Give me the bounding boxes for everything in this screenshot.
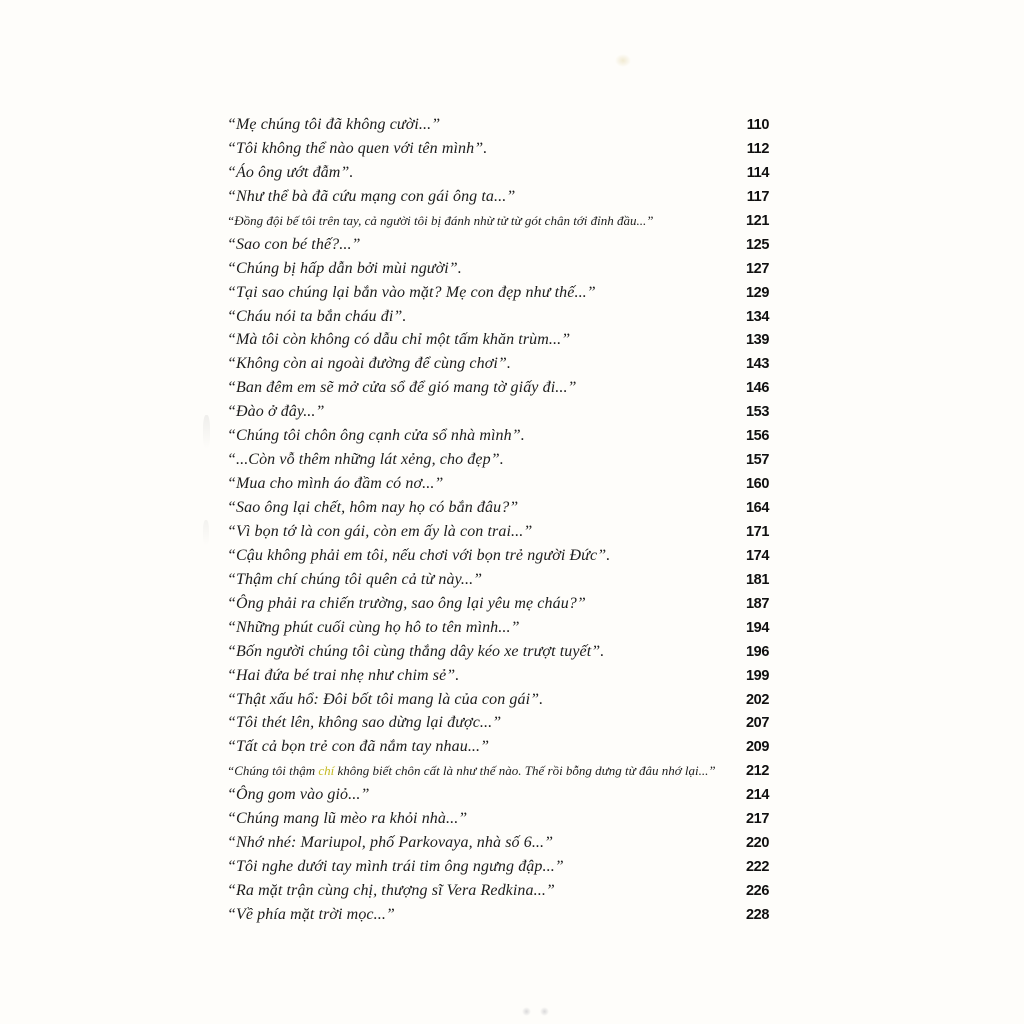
toc-entry-page-number: 143 bbox=[746, 356, 769, 373]
toc-entry-page-number: 146 bbox=[746, 380, 769, 397]
toc-row bbox=[227, 855, 769, 879]
toc-row bbox=[227, 688, 769, 712]
toc-row bbox=[227, 352, 769, 376]
toc-entry-page-number: 121 bbox=[746, 212, 769, 229]
toc-row bbox=[227, 759, 769, 783]
toc-entry-page-number: 174 bbox=[746, 547, 769, 564]
toc-row bbox=[227, 137, 769, 161]
toc-entry-title: “Chúng mang lũ mèo ra khỏi nhà...” bbox=[227, 810, 468, 828]
toc-entry-page-number: 194 bbox=[746, 619, 769, 636]
toc-row bbox=[227, 711, 769, 735]
toc-entry-title: “Thật xấu hổ: Đôi bốt tôi mang là của con gái”. bbox=[227, 690, 544, 708]
toc-row bbox=[227, 400, 769, 424]
toc-entry-title: “Tại sao chúng lại bắn vào mặt? Mẹ con đẹp như thế...” bbox=[227, 283, 596, 301]
toc-row bbox=[227, 568, 769, 592]
toc-entry-page-number: 110 bbox=[746, 117, 769, 133]
toc-entry-title: “Tôi thét lên, không sao dừng lại được...” bbox=[227, 714, 502, 732]
toc-entry-page-number: 228 bbox=[746, 906, 769, 923]
toc-row bbox=[227, 305, 769, 329]
toc-row bbox=[227, 831, 769, 855]
toc-entry-title: “Vì bọn tớ là con gái, còn em ấy là con trai...” bbox=[227, 522, 533, 540]
toc-entry-title: “Tôi không thể nào quen với tên mình”. bbox=[227, 139, 488, 157]
toc-entry-page-number: 160 bbox=[746, 476, 769, 493]
toc-entry-page-number: 187 bbox=[746, 595, 769, 612]
scan-artifact bbox=[203, 415, 210, 449]
toc-entry-page-number: 156 bbox=[746, 428, 769, 445]
toc-entry-title: “Chúng bị hấp dẫn bởi mùi người”. bbox=[227, 259, 462, 277]
toc-entry-title: “Ông phải ra chiến trường, sao ông lại yêu mẹ cháu?” bbox=[227, 594, 586, 612]
toc-entry-title: “Hai đứa bé trai nhẹ như chim sẻ”. bbox=[227, 666, 460, 684]
toc-entry-title: “Sao ông lại chết, hôm nay họ có bắn đâu?” bbox=[227, 499, 519, 516]
toc-entry-page-number: 164 bbox=[746, 500, 769, 516]
toc-row bbox=[227, 592, 769, 616]
toc-row bbox=[227, 328, 769, 352]
toc-entry-page-number: 217 bbox=[746, 811, 769, 828]
toc-entry-title: “Tất cả bọn trẻ con đã nắm tay nhau...” bbox=[227, 738, 490, 756]
toc-row bbox=[227, 113, 769, 137]
toc-row bbox=[227, 807, 769, 831]
toc-entry-page-number: 153 bbox=[746, 404, 769, 421]
table-of-contents bbox=[227, 113, 769, 927]
toc-entry-title: “Ban đêm em sẽ mở cửa sổ để gió mang tờ giấy đi...” bbox=[227, 379, 577, 397]
toc-row bbox=[227, 520, 769, 544]
toc-entry-title: “Cháu nói ta bắn cháu đi”. bbox=[227, 307, 407, 325]
toc-entry-title: “Sao con bé thế?...” bbox=[227, 235, 361, 253]
toc-row bbox=[227, 233, 769, 257]
scan-artifact bbox=[522, 1007, 531, 1016]
toc-entry-page-number: 196 bbox=[746, 643, 769, 660]
toc-row bbox=[227, 161, 769, 185]
toc-entry-title: “Mẹ chúng tôi đã không cười...” bbox=[227, 116, 441, 133]
toc-row bbox=[227, 424, 769, 448]
toc-row bbox=[227, 257, 769, 281]
toc-entry-page-number: 202 bbox=[746, 691, 769, 708]
toc-entry-page-number: 181 bbox=[746, 571, 769, 588]
toc-entry-page-number: 139 bbox=[746, 332, 769, 349]
toc-row bbox=[227, 281, 769, 305]
toc-entry-page-number: 112 bbox=[746, 140, 769, 157]
toc-entry-page-number: 134 bbox=[746, 308, 769, 325]
toc-entry-page-number: 157 bbox=[746, 452, 769, 469]
toc-entry-title: “...Còn vỗ thêm những lát xẻng, cho đẹp”. bbox=[227, 451, 504, 469]
toc-entry-title: “Chúng tôi chôn ông cạnh cửa sổ nhà mình”. bbox=[227, 427, 525, 445]
toc-row bbox=[227, 903, 769, 927]
toc-entry-title: “Mà tôi còn không có dẫu chỉ một tấm khăn trùm...” bbox=[227, 331, 571, 349]
toc-row bbox=[227, 640, 769, 664]
toc-entry-title: “Tôi nghe dưới tay mình trái tim ông ngưng đập...” bbox=[227, 858, 564, 876]
toc-entry-page-number: 222 bbox=[746, 859, 769, 876]
toc-entry-page-number: 226 bbox=[746, 883, 769, 899]
yellow-tinted-word: chí bbox=[318, 763, 335, 779]
toc-row bbox=[227, 735, 769, 759]
toc-row bbox=[227, 376, 769, 400]
toc-entry-title: “Ông gom vào giỏ...” bbox=[227, 786, 370, 804]
scan-artifact bbox=[540, 1007, 549, 1016]
scan-artifact bbox=[615, 54, 631, 67]
toc-entry-title: “Áo ông ướt đẫm”. bbox=[227, 163, 354, 181]
toc-entry-page-number: 129 bbox=[746, 284, 769, 301]
toc-entry-title: “Thậm chí chúng tôi quên cả từ này...” bbox=[227, 570, 483, 588]
toc-entry-title: “Bốn người chúng tôi cùng thắng dây kéo xe trượt tuyết”. bbox=[227, 642, 605, 660]
toc-entry-title: “Nhớ nhé: Mariupol, phố Parkovaya, nhà số 6...” bbox=[227, 834, 554, 852]
toc-row bbox=[227, 544, 769, 568]
toc-entry-page-number: 125 bbox=[746, 236, 769, 253]
toc-entry-title: “Những phút cuối cùng họ hô to tên mình...” bbox=[227, 618, 520, 636]
toc-row bbox=[227, 209, 769, 233]
toc-entry-page-number: 207 bbox=[746, 715, 769, 732]
toc-row bbox=[227, 879, 769, 903]
toc-row bbox=[227, 664, 769, 688]
toc-entry-page-number: 209 bbox=[746, 739, 769, 756]
toc-entry-page-number: 117 bbox=[746, 188, 769, 205]
toc-row bbox=[227, 185, 769, 209]
toc-row bbox=[227, 783, 769, 807]
toc-entry-title: “Không còn ai ngoài đường để cùng chơi”. bbox=[227, 355, 512, 373]
toc-entry-title: “Về phía mặt trời mọc...” bbox=[227, 905, 395, 923]
toc-row bbox=[227, 616, 769, 640]
toc-row bbox=[227, 448, 769, 472]
toc-entry-title: “Cậu không phải em tôi, nếu chơi với bọn trẻ người Đức”. bbox=[227, 546, 611, 564]
toc-entry-page-number: 220 bbox=[746, 835, 769, 852]
toc-entry-page-number: 214 bbox=[746, 787, 769, 804]
toc-entry-page-number: 127 bbox=[746, 260, 769, 277]
toc-row bbox=[227, 496, 769, 520]
toc-entry-title: “Ra mặt trận cùng chị, thượng sĩ Vera Redkina...” bbox=[227, 882, 555, 899]
toc-entry-page-number: 114 bbox=[746, 164, 769, 181]
toc-entry-title: “Chúng tôi thậm chí không biết chôn cất là như thế nào. Thế rồi bỗng dưng từ đâu nhớ lại...” bbox=[227, 763, 716, 779]
toc-entry-page-number: 212 bbox=[746, 763, 769, 780]
toc-entry-title: “Như thể bà đã cứu mạng con gái ông ta...” bbox=[227, 187, 516, 205]
toc-entry-title: “Đào ở đây...” bbox=[227, 403, 325, 421]
scan-artifact bbox=[203, 520, 209, 546]
toc-entry-page-number: 199 bbox=[746, 667, 769, 684]
toc-entry-title: “Mua cho mình áo đầm có nơ...” bbox=[227, 475, 444, 493]
toc-row bbox=[227, 472, 769, 496]
toc-entry-page-number: 171 bbox=[746, 523, 769, 540]
toc-entry-title: “Đồng đội bế tôi trên tay, cả người tôi bị đánh nhừ tử từ gót chân tới đỉnh đầu...” bbox=[227, 212, 654, 228]
